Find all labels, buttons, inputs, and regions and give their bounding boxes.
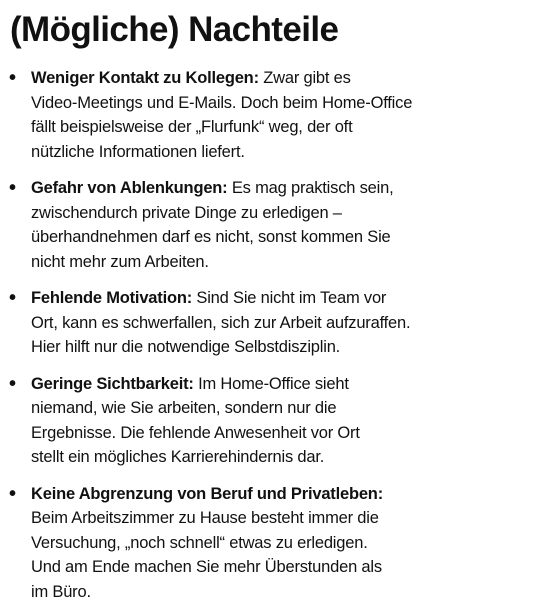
item-text-line: stellt ein mögliches Karrierehindernis dar.	[31, 445, 526, 470]
item-heading: Fehlende Motivation:	[31, 289, 192, 307]
item-heading: Keine Abgrenzung von Beruf und Privatleben:	[31, 485, 383, 503]
list-item-work-life-boundary	[10, 482, 526, 604]
list-item-motivation	[10, 286, 526, 360]
item-heading: Gefahr von Ablenkungen:	[31, 179, 227, 197]
item-text: Es mag praktisch sein,	[227, 179, 393, 197]
item-text-line: Versuchung, „noch schnell“ etwas zu erledigen.	[31, 531, 526, 556]
item-text-line: Video-Meetings und E-Mails. Doch beim Home-Office	[31, 91, 526, 116]
item-text-line: fällt beispielsweise der „Flurfunk“ weg, der oft	[31, 115, 526, 140]
item-first-line	[31, 176, 526, 201]
item-text-line: Ort, kann es schwerfallen, sich zur Arbeit aufzuraffen.	[31, 311, 526, 336]
item-text-line: nützliche Informationen liefert.	[31, 140, 526, 165]
item-first-line	[31, 482, 526, 507]
bullet-icon: •	[9, 176, 16, 201]
bullet-icon: •	[9, 372, 16, 397]
bullet-icon: •	[9, 66, 16, 91]
item-text-line: zwischendurch private Dinge zu erledigen –	[31, 201, 526, 226]
item-text-line: Hier hilft nur die notwendige Selbstdisziplin.	[31, 335, 526, 360]
item-heading: Geringe Sichtbarkeit:	[31, 375, 194, 393]
bullet-icon: •	[9, 286, 16, 311]
item-text-line: niemand, wie Sie arbeiten, sondern nur die	[31, 396, 526, 421]
disadvantages-list	[10, 66, 526, 604]
item-text-line: Ergebnisse. Die fehlende Anwesenheit vor Ort	[31, 421, 526, 446]
list-item-contact	[10, 66, 526, 164]
item-first-line	[31, 372, 526, 397]
list-item-visibility	[10, 372, 526, 470]
item-text-line: im Büro.	[31, 580, 526, 604]
page-title: (Mögliche) Nachteile	[10, 6, 526, 54]
item-text: Sind Sie nicht im Team vor	[192, 289, 386, 307]
item-text-line: überhandnehmen darf es nicht, sonst kommen Sie	[31, 225, 526, 250]
item-text-line: Und am Ende machen Sie mehr Überstunden als	[31, 555, 526, 580]
item-heading: Weniger Kontakt zu Kollegen:	[31, 69, 259, 87]
item-text-line: nicht mehr zum Arbeiten.	[31, 250, 526, 275]
item-text: Im Home-Office sieht	[194, 375, 349, 393]
list-item-distractions	[10, 176, 526, 274]
item-first-line	[31, 286, 526, 311]
item-text: Zwar gibt es	[259, 69, 351, 87]
bullet-icon: •	[9, 482, 16, 507]
item-first-line	[31, 66, 526, 91]
item-text-line: Beim Arbeitszimmer zu Hause besteht immer die	[31, 506, 526, 531]
